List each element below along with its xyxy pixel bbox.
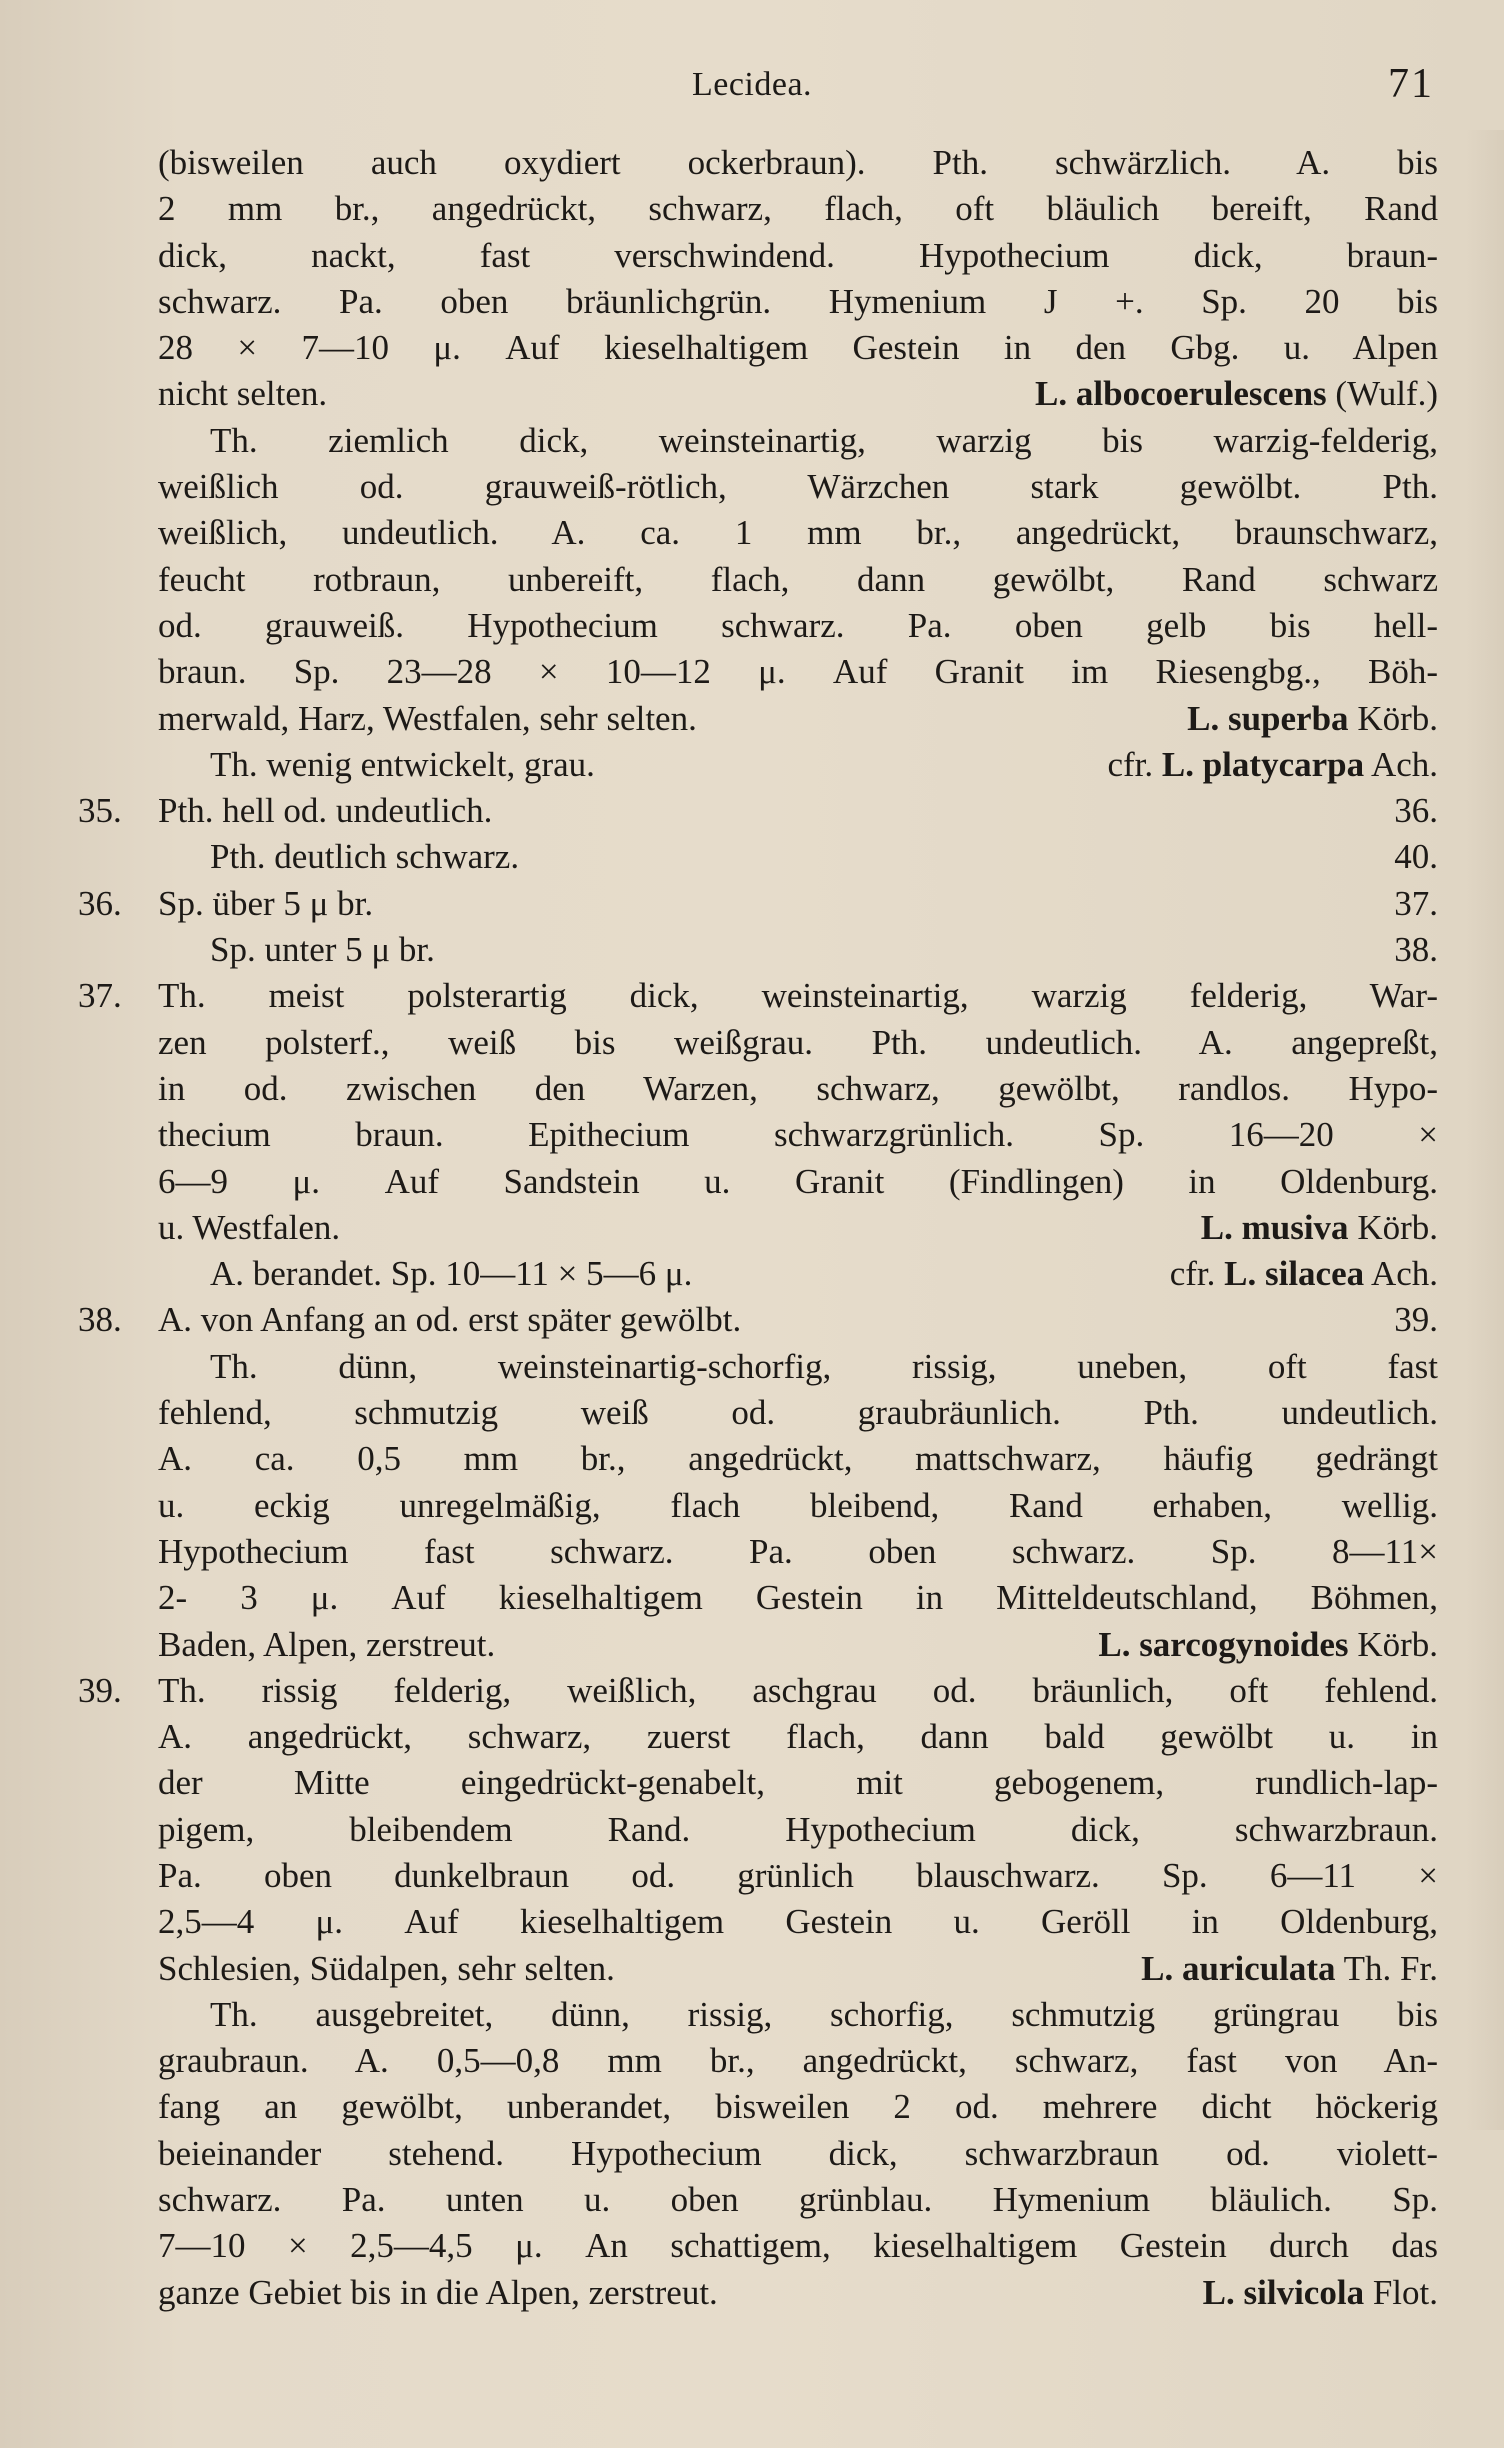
line-content: schwarz. Pa. unten u. oben grünblau. Hymenium bläulich. Sp. bbox=[158, 2180, 1438, 2220]
text-line bbox=[78, 1390, 1438, 1436]
running-title: Lecidea. bbox=[691, 66, 813, 103]
text-line bbox=[78, 1853, 1438, 1899]
line-text bbox=[158, 2131, 1438, 2177]
page-number: 71 bbox=[1388, 61, 1434, 107]
line-content: Th. dünn, weinsteinartig-schorfig, rissig, uneben, oft fast bbox=[210, 1346, 1438, 1386]
key-number: 38. bbox=[78, 1300, 122, 1340]
line-content: weißlich, undeutlich. A. ca. 1 mm br., angedrückt, braunschwarz, bbox=[158, 513, 1438, 553]
line-content: A. von Anfang an od. erst später gewölbt. bbox=[158, 1300, 742, 1340]
line-content: nicht selten. bbox=[158, 374, 328, 414]
line-content: od. grauweiß. Hypothecium schwarz. Pa. oben gelb bis hell- bbox=[158, 605, 1438, 645]
species-name: L. albocoerulescens bbox=[1035, 374, 1327, 414]
line-text bbox=[158, 1159, 1438, 1205]
line-text bbox=[158, 649, 1438, 695]
text-line bbox=[78, 1529, 1438, 1575]
text-line bbox=[78, 1020, 1438, 1066]
line-text bbox=[158, 1205, 1438, 1251]
line-text bbox=[158, 1575, 1438, 1621]
line-content: der Mitte eingedrückt-genabelt, mit gebogenem, rundlich-lap- bbox=[158, 1763, 1438, 1803]
line-text bbox=[158, 510, 1438, 556]
text-line bbox=[78, 2177, 1438, 2223]
line-content: A. berandet. Sp. 10—11 × 5—6 μ. bbox=[210, 1254, 693, 1294]
text-line bbox=[78, 1807, 1438, 1853]
species-name: L. superba bbox=[1187, 698, 1349, 738]
text-line bbox=[78, 1622, 1438, 1668]
line-content: 2,5—4 μ. Auf kieselhaltigem Gestein u. Geröll in Oldenburg, bbox=[158, 1902, 1438, 1942]
text-line bbox=[78, 1992, 1438, 2038]
text-line bbox=[78, 1251, 1438, 1297]
line-content: (bisweilen auch oxydiert ockerbraun). Pth. schwärzlich. A. bis bbox=[158, 143, 1438, 182]
line-content: Th. ausgebreitet, dünn, rissig, schorfig, schmutzig grüngrau bis bbox=[210, 1994, 1438, 2034]
species-name: L. silvicola bbox=[1202, 2272, 1365, 2312]
line-text bbox=[158, 1946, 1438, 1992]
line-content: Pa. oben dunkelbraun od. grünlich blauschwarz. Sp. 6—11 × bbox=[158, 1855, 1438, 1895]
line-content: 28 × 7—10 μ. Auf kieselhaltigem Gestein in den Gbg. u. Alpen bbox=[158, 328, 1438, 368]
line-text bbox=[158, 233, 1438, 279]
line-content: 2- 3 μ. Auf kieselhaltigem Gestein in Mitteldeutschland, Böhmen, bbox=[158, 1578, 1438, 1618]
text-line bbox=[78, 649, 1438, 695]
text-line bbox=[78, 788, 1438, 834]
species-name-group bbox=[1035, 371, 1438, 417]
text-line bbox=[78, 371, 1438, 417]
line-text bbox=[210, 927, 1438, 973]
line-content: ganze Gebiet bis in die Alpen, zerstreut. bbox=[158, 2272, 718, 2312]
line-text bbox=[158, 1390, 1438, 1436]
text-line bbox=[78, 1760, 1438, 1806]
line-text bbox=[158, 2270, 1438, 2316]
line-text bbox=[158, 696, 1438, 742]
line-content: merwald, Harz, Westfalen, sehr selten. bbox=[158, 698, 697, 738]
key-reference: 37. bbox=[1394, 883, 1438, 923]
key-reference: 39. bbox=[1394, 1300, 1438, 1340]
text-line bbox=[78, 279, 1438, 325]
line-content: Th. ziemlich dick, weinsteinartig, warzig bis warzig-felderig, bbox=[210, 420, 1438, 460]
species-author: Körb. bbox=[1357, 698, 1438, 738]
text-line bbox=[78, 2223, 1438, 2269]
text-line bbox=[78, 2270, 1438, 2316]
line-content: fehlend, schmutzig weiß od. graubräunlich. Pth. undeutlich. bbox=[158, 1393, 1438, 1433]
line-content: Pth. hell od. undeutlich. bbox=[158, 791, 493, 831]
key-number: 37. bbox=[78, 976, 122, 1016]
line-text bbox=[210, 1251, 1438, 1297]
line-text bbox=[158, 1807, 1438, 1853]
line-text bbox=[158, 279, 1438, 325]
species-author: Flot. bbox=[1372, 2272, 1438, 2312]
line-text bbox=[158, 1436, 1438, 1482]
line-content: Th. meist polsterartig dick, weinsteinartig, warzig felderig, War- bbox=[158, 976, 1438, 1016]
line-content: zen polsterf., weiß bis weißgrau. Pth. undeutlich. A. angepreßt, bbox=[158, 1022, 1438, 1062]
line-text bbox=[158, 140, 1438, 186]
key-number: 35. bbox=[78, 791, 122, 831]
line-content: Baden, Alpen, zerstreut. bbox=[158, 1624, 496, 1664]
line-text bbox=[158, 1622, 1438, 1668]
line-text bbox=[210, 418, 1438, 464]
line-content: Schlesien, Südalpen, sehr selten. bbox=[158, 1948, 615, 1988]
text-line bbox=[78, 603, 1438, 649]
text-line bbox=[78, 927, 1438, 973]
line-text bbox=[158, 1020, 1438, 1066]
line-content: u. Westfalen. bbox=[158, 1207, 341, 1247]
line-content: Sp. über 5 μ br. bbox=[158, 883, 374, 923]
species-name-group bbox=[1098, 1622, 1438, 1668]
species-name-group bbox=[1187, 696, 1438, 742]
species-author: Körb. bbox=[1357, 1624, 1438, 1664]
text-line bbox=[78, 140, 1438, 186]
text-line bbox=[78, 1483, 1438, 1529]
key-reference: 38. bbox=[1394, 930, 1438, 970]
line-content: weißlich od. grauweiß-rötlich, Wärzchen stark gewölbt. Pth. bbox=[158, 467, 1438, 507]
line-text bbox=[158, 973, 1438, 1019]
line-text bbox=[158, 1297, 1438, 1343]
text-line bbox=[78, 1112, 1438, 1158]
line-text bbox=[158, 325, 1438, 371]
line-content: 7—10 × 2,5—4,5 μ. An schattigem, kieselhaltigem Gestein durch das bbox=[158, 2226, 1438, 2266]
line-content: schwarz. Pa. oben bräunlichgrün. Hymenium J +. Sp. 20 bis bbox=[158, 281, 1438, 321]
line-content: dick, nackt, fast verschwindend. Hypothecium dick, braun- bbox=[158, 235, 1438, 275]
text-line bbox=[78, 742, 1438, 788]
line-content: A. ca. 0,5 mm br., angedrückt, mattschwarz, häufig gedrängt bbox=[158, 1439, 1438, 1479]
species-name-group bbox=[1203, 2270, 1438, 2316]
key-number: 39. bbox=[78, 1670, 122, 1710]
text-line bbox=[78, 1899, 1438, 1945]
text-line bbox=[78, 1205, 1438, 1251]
line-text bbox=[158, 186, 1438, 232]
line-content: Th. rissig felderig, weißlich, aschgrau od. bräunlich, oft fehlend. bbox=[158, 1670, 1438, 1710]
key-reference: 40. bbox=[1394, 837, 1438, 877]
text-line bbox=[78, 557, 1438, 603]
species-author: Körb. bbox=[1357, 1207, 1438, 1247]
species-name-group bbox=[1170, 1251, 1438, 1297]
text-line bbox=[78, 696, 1438, 742]
body-text bbox=[78, 140, 1438, 2316]
species-name: L. musiva bbox=[1200, 1207, 1349, 1247]
species-author: Ach. bbox=[1370, 744, 1438, 784]
line-content: 6—9 μ. Auf Sandstein u. Granit (Findlingen) in Oldenburg. bbox=[158, 1161, 1438, 1201]
line-content: Th. wenig entwickelt, grau. bbox=[210, 744, 595, 784]
line-text bbox=[210, 834, 1438, 880]
text-line bbox=[78, 973, 1438, 1019]
line-text bbox=[158, 2084, 1438, 2130]
page-shadow bbox=[1464, 130, 1504, 2130]
line-text bbox=[158, 881, 1438, 927]
key-reference: 36. bbox=[1394, 791, 1438, 831]
text-line bbox=[78, 233, 1438, 279]
text-line bbox=[78, 464, 1438, 510]
line-content: 2 mm br., angedrückt, schwarz, flach, oft bläulich bereift, Rand bbox=[158, 189, 1438, 229]
text-line bbox=[78, 2038, 1438, 2084]
line-content: in od. zwischen den Warzen, schwarz, gewölbt, randlos. Hypo- bbox=[158, 1068, 1438, 1108]
line-content: Pth. deutlich schwarz. bbox=[210, 837, 520, 877]
line-text bbox=[210, 1344, 1438, 1390]
key-number: 36. bbox=[78, 883, 122, 923]
line-content: Sp. unter 5 μ br. bbox=[210, 930, 435, 970]
cfr-prefix: cfr. bbox=[1169, 1254, 1216, 1294]
species-author: (Wulf.) bbox=[1335, 374, 1438, 414]
line-text bbox=[158, 464, 1438, 510]
line-text bbox=[158, 1853, 1438, 1899]
text-line bbox=[78, 1066, 1438, 1112]
species-name: L. sarcogynoides bbox=[1098, 1624, 1349, 1664]
line-text bbox=[210, 742, 1438, 788]
species-name: L. platycarpa bbox=[1161, 744, 1365, 784]
line-text bbox=[158, 1529, 1438, 1575]
line-text bbox=[158, 1760, 1438, 1806]
text-line bbox=[78, 1159, 1438, 1205]
species-author: Th. Fr. bbox=[1343, 1948, 1438, 1988]
line-content: pigem, bleibendem Rand. Hypothecium dick, schwarzbraun. bbox=[158, 1809, 1438, 1849]
text-line bbox=[78, 1668, 1438, 1714]
text-line bbox=[78, 1714, 1438, 1760]
line-content: A. angedrückt, schwarz, zuerst flach, dann bald gewölbt u. in bbox=[158, 1717, 1438, 1757]
line-text bbox=[158, 788, 1438, 834]
species-name-group bbox=[1141, 1946, 1438, 1992]
text-line bbox=[78, 834, 1438, 880]
line-content: graubraun. A. 0,5—0,8 mm br., angedrückt, schwarz, fast von An- bbox=[158, 2041, 1438, 2081]
line-text bbox=[158, 603, 1438, 649]
line-text bbox=[158, 1066, 1438, 1112]
text-line bbox=[78, 1344, 1438, 1390]
text-line bbox=[78, 2084, 1438, 2130]
line-content: beieinander stehend. Hypothecium dick, schwarzbraun od. violett- bbox=[158, 2133, 1438, 2173]
species-author: Ach. bbox=[1370, 1254, 1438, 1294]
text-line bbox=[78, 510, 1438, 556]
text-line bbox=[78, 881, 1438, 927]
text-line bbox=[78, 1946, 1438, 1992]
cfr-prefix: cfr. bbox=[1107, 744, 1154, 784]
text-line bbox=[78, 1297, 1438, 1343]
line-text bbox=[158, 2038, 1438, 2084]
line-text bbox=[158, 2223, 1438, 2269]
line-content: thecium braun. Epithecium schwarzgrünlich. Sp. 16—20 × bbox=[158, 1115, 1438, 1155]
line-text bbox=[158, 1668, 1438, 1714]
line-content: Hypothecium fast schwarz. Pa. oben schwarz. Sp. 8—11× bbox=[158, 1531, 1438, 1571]
line-content: fang an gewölbt, unberandet, bisweilen 2 od. mehrere dicht höckerig bbox=[158, 2087, 1438, 2127]
text-line bbox=[78, 418, 1438, 464]
line-text bbox=[210, 1992, 1438, 2038]
text-line bbox=[78, 1575, 1438, 1621]
species-name-group bbox=[1107, 742, 1438, 788]
text-line bbox=[78, 2131, 1438, 2177]
line-text bbox=[158, 2177, 1438, 2223]
text-line bbox=[78, 325, 1438, 371]
line-content: feucht rotbraun, unbereift, flach, dann gewölbt, Rand schwarz bbox=[158, 559, 1438, 599]
species-name: L. auriculata bbox=[1141, 1948, 1336, 1988]
page-header bbox=[0, 58, 1504, 118]
line-content: u. eckig unregelmäßig, flach bleibend, Rand erhaben, wellig. bbox=[158, 1485, 1438, 1525]
line-text bbox=[158, 1483, 1438, 1529]
text-line bbox=[78, 1436, 1438, 1482]
line-content: braun. Sp. 23—28 × 10—12 μ. Auf Granit im Riesengbg., Böh- bbox=[158, 652, 1438, 692]
species-name: L. silacea bbox=[1224, 1254, 1365, 1294]
text-line bbox=[78, 186, 1438, 232]
line-text bbox=[158, 557, 1438, 603]
line-text bbox=[158, 1899, 1438, 1945]
line-text bbox=[158, 1112, 1438, 1158]
line-text bbox=[158, 371, 1438, 417]
line-text bbox=[158, 1714, 1438, 1760]
species-name-group bbox=[1201, 1205, 1438, 1251]
